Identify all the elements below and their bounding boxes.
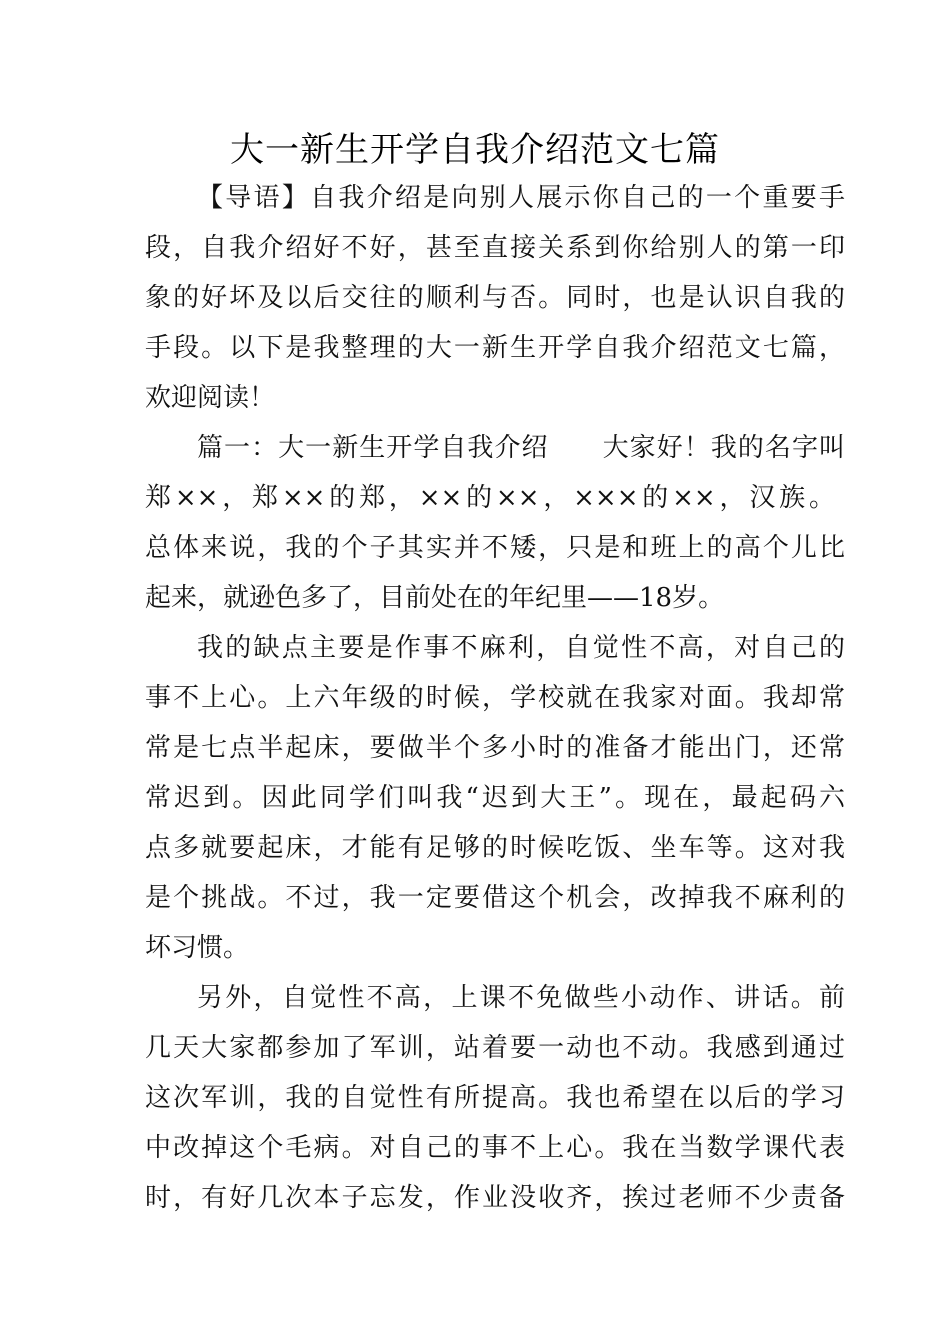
part-one-line-3: 总体来说，我的个子其实并不矮，只是和班上的高个儿比	[145, 533, 845, 563]
paragraph-2-line-5: 点多就要起床，才能有足够的时候吃饭、坐车等。这对我	[145, 833, 845, 863]
paragraph-3-line-2: 几天大家都参加了军训，站着要一动也不动。我感到通过	[145, 1033, 845, 1063]
intro-line-4: 手段。以下是我整理的大一新生开学自我介绍范文七篇，	[145, 333, 845, 363]
intro-line-3: 象的好坏及以后交往的顺利与否。同时，也是认识自我的	[145, 283, 845, 313]
paragraph-3-line-1: 另外，自觉性不高，上课不免做些小动作、讲话。前	[197, 983, 845, 1013]
intro-line-5: 欢迎阅读！	[145, 383, 276, 413]
paragraph-3-line-5: 时，有好几次本子忘发，作业没收齐，挨过老师不少责备	[145, 1183, 845, 1213]
paragraph-2-line-6: 是个挑战。不过，我一定要借这个机会，改掉我不麻利的	[145, 883, 845, 913]
part-one-line-2: 郑××，郑××的郑，××的××，×××的××，汉族。	[145, 483, 835, 513]
part-one-line-1: 篇一：大一新生开学自我介绍 大家好！我的名字叫	[197, 433, 845, 463]
paragraph-2-line-4: 常迟到。因此同学们叫我“迟到大王”。现在，最起码六	[145, 783, 845, 813]
document-title: 大一新生开学自我介绍范文七篇	[230, 130, 720, 170]
paragraph-2-line-2: 事不上心。上六年级的时候，学校就在我家对面。我却常	[145, 683, 845, 713]
paragraph-2-line-3: 常是七点半起床，要做半个多小时的准备才能出门，还常	[145, 733, 845, 763]
paragraph-2-line-1: 我的缺点主要是作事不麻利，自觉性不高，对自己的	[197, 633, 845, 663]
paragraph-3-line-3: 这次军训，我的自觉性有所提高。我也希望在以后的学习	[145, 1083, 845, 1113]
intro-line-2: 段，自我介绍好不好，甚至直接关系到你给别人的第一印	[145, 233, 845, 263]
part-one-line-4: 起来，就逊色多了，目前处在的年纪里——18岁。	[145, 583, 725, 613]
paragraph-3-line-4: 中改掉这个毛病。对自己的事不上心。我在当数学课代表	[145, 1133, 845, 1163]
paragraph-2-line-7: 坏习惯。	[145, 933, 250, 963]
intro-line-1: 【导语】自我介绍是向别人展示你自己的一个重要手	[197, 183, 845, 213]
